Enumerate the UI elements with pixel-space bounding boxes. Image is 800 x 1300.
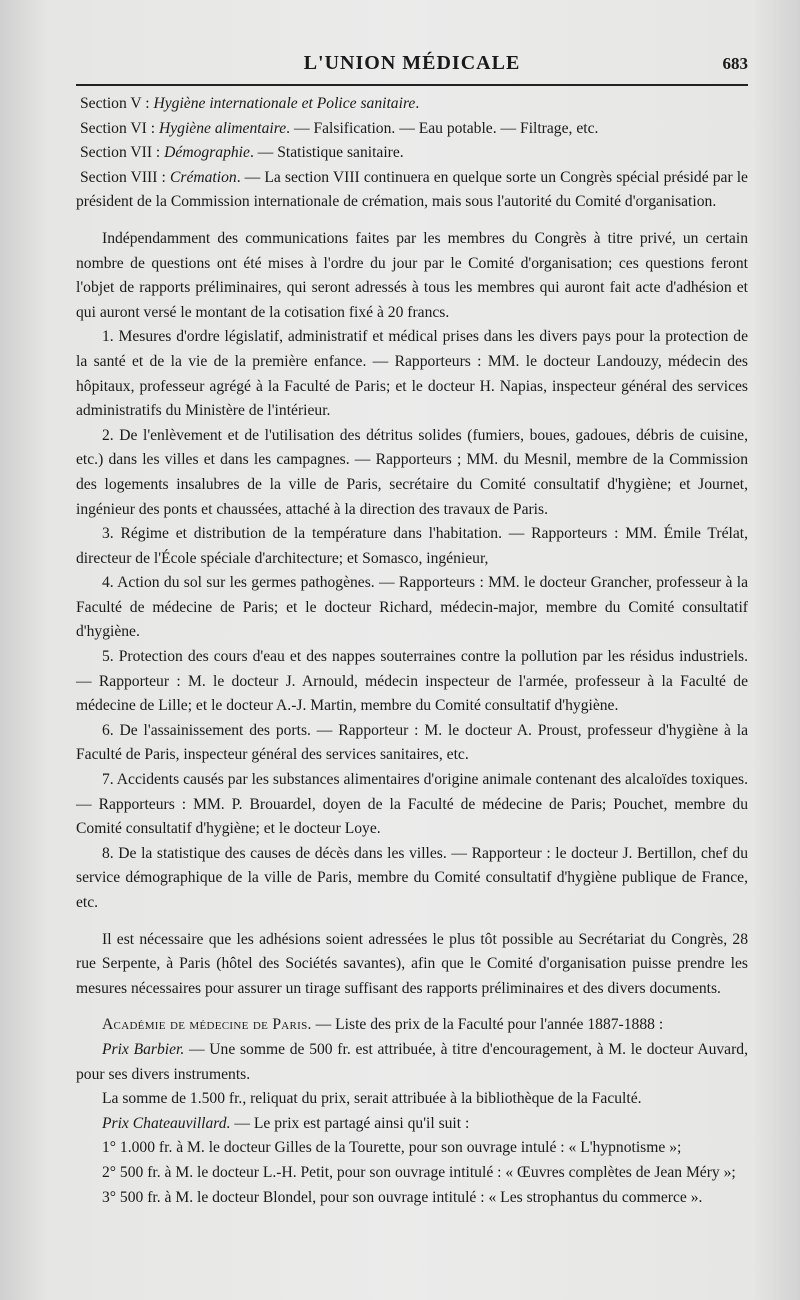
prize-item: 2° 500 fr. à M. le docteur L.-H. Petit, pour son ouvrage intitulé : « Œuvres complètes de Jean Méry »; [102,1163,736,1181]
question-item: 3. Régime et distribution de la température dans l'habitation. — Rapporteurs : MM. Émile Trélat, directeur de l'École spéciale d'architecture; et Somasco, ingénieur, [76,525,748,567]
adhesions-paragraph: Il est nécessaire que les adhésions soient adressées le plus tôt possible au Secrétariat du Congrès, 28 rue Serpente, à Paris (hôtel des Sociétés savantes), afin que le Comité d'organisation puisse prendre les mesures nécessaires pour assurer un tirage suffisant des rapports préliminaires et des divers documents. [76,930,748,997]
section-item: Section V : Hygiène internationale et Police sanitaire. [80,95,420,112]
question-item: 1. Mesures d'ordre législatif, administratif et médical prises dans les divers pays pour la protection de la santé et de la vie de la première enfance. — Rapporteurs : MM. le docteur Landouzy, médecin des hôpitaux, professeur agrégé à la Faculté de Paris; et le docteur H. Napias, inspecteur général des services administratifs du Ministère de l'intérieur. [76,328,748,420]
page-header [76,52,748,82]
header-rule [76,84,748,86]
prix-barbier: Prix Barbier. — Une somme de 500 fr. est attribuée, à titre d'encouragement, à M. le docteur Auvard, pour ses divers instruments. [76,1040,748,1083]
question-item: 5. Protection des cours d'eau et des nappes souterraines contre la pollution par les résidus industriels. — Rapporteur : M. le docteur J. Arnould, médecin inspecteur de l'armée, professeur à la Faculté de médecine de Lille; et le docteur A.-J. Martin, membre du Comité consultatif d'hygiène. [76,648,748,715]
prix-chateauvillard: Prix Chateauvillard. — Le prix est partagé ainsi qu'il suit : [102,1114,470,1132]
question-item: 7. Accidents causés par les substances alimentaires d'origine animale contenant des alcaloïdes toxiques. — Rapporteurs : MM. P. Brouardel, doyen de la Faculté de médecine de Paris; Pouchet, membre du Comité consultatif d'hygiène; et le docteur Loye. [76,771,748,838]
reliquat-paragraph: La somme de 1.500 fr., reliquat du prix, serait attribuée à la bibliothèque de la Faculté. [102,1090,642,1108]
section-item: Section VIII : Crémation. — La section VIII continuera en quelque sorte un Congrès spécial présidé par le président de la Commission internationale de crémation, mais sous l'autorité du Comité d'organisation. [76,168,748,211]
question-item: 2. De l'enlèvement et de l'utilisation des détritus solides (fumiers, boues, gadoues, débris de cuisine, etc.) dans les villes et dans les campagnes. — Rapporteurs ; MM. du Mesnil, membre de la Commission des logements insalubres de la ville de Paris, secrétaire du Comité consultatif d'hygiène; et Journet, ingénieur des ponts et chaussées, attaché à la direction des travaux de Paris. [76,426,748,518]
running-title: L'UNION MÉDICALE [303,52,521,74]
article-body [76,92,748,1210]
question-item: 8. De la statistique des causes de décès dans les villes. — Rapporteur : le docteur J. Bertillon, chef du service démographique de la ville de Paris, membre du Comité consultatif d'hygiène publique de France, etc. [76,844,748,911]
question-item: 4. Action du sol sur les germes pathogènes. — Rapporteurs : MM. le docteur Grancher, professeur à la Faculté de médecine de Paris; et le docteur Richard, médecin-major, membre du Comité consultatif d'hygiène. [76,574,748,641]
academie-heading: Académie de médecine de Paris. — Liste des prix de la Faculté pour l'année 1887-1888 : [102,1016,664,1034]
prize-item: 3° 500 fr. à M. le docteur Blondel, pour son ouvrage intitulé : « Les strophantus du commerce ». [102,1188,703,1206]
question-item: 6. De l'assainissement des ports. — Rapporteur : M. le docteur A. Proust, professeur d'hygiène à la Faculté de Paris, inspecteur général des services sanitaires, etc. [76,721,748,764]
section-item: Section VI : Hygiène alimentaire. — Falsification. — Eau potable. — Filtrage, etc. [80,119,599,137]
page-number: 683 [722,54,748,73]
section-item: Section VII : Démographie. — Statistique sanitaire. [80,144,404,162]
prize-item: 1° 1.000 fr. à M. le docteur Gilles de la Tourette, pour son ouvrage intulé : « L'hypnotisme »; [102,1139,682,1157]
intro-paragraph: Indépendamment des communications faites par les membres du Congrès à titre privé, un certain nombre de questions ont été mises à l'ordre du jour par le Comité d'organisation; ces questions feront l'objet de rapports préliminaires, qui seront adressés à tous les membres qui auront fait acte d'adhésion et qui auront versé le montant de la cotisation fixé à 20 francs. [76,229,748,321]
